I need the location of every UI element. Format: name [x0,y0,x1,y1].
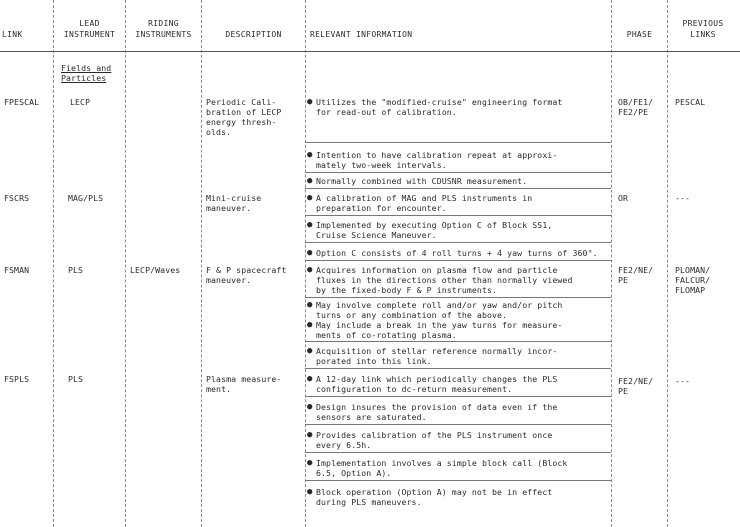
row-lead-instrument: LECP [70,97,91,107]
bullet-icon: ● [307,320,313,330]
info-separator [305,368,611,369]
column-divider [125,0,126,527]
row-previous-links: PLOMAN/ FALCUR/ FLOMAP [675,265,711,295]
header-previous-links: PREVIOUS LINKS [682,19,724,39]
header-phase: PHASE [626,30,653,39]
bullet-icon: ● [307,97,313,107]
info-separator [305,260,611,261]
row-link: FPESCAL [4,97,40,107]
section-heading: Fields and Particles [61,63,112,83]
bullet-icon: ● [307,300,313,310]
bullet-icon: ● [307,374,313,384]
row-lead-instrument: PLS [68,374,84,384]
header-lead-instrument: LEAD INSTRUMENT [63,19,116,39]
header-relevant-information: RELEVANT INFORMATION [310,30,413,39]
bullet-icon: ● [307,430,313,440]
row-description: F & P spacecraft maneuver. [206,265,287,285]
info-separator [305,172,611,173]
info-separator [305,188,611,189]
info-separator [305,424,611,425]
row-phase: OR [618,193,629,203]
row-description: Periodic Cali- bration of LECP energy thresh- olds. [206,97,282,137]
bullet-icon: ● [307,220,313,230]
info-separator [305,297,611,298]
bullet-icon: ● [307,193,313,203]
column-divider [305,0,306,527]
bullet-icon: ● [307,402,313,412]
row-previous-links: PESCAL [675,97,706,107]
column-divider [611,0,612,527]
row-previous-links: --- [675,193,691,203]
bullet-icon: ● [307,248,313,258]
bullet-icon: ● [307,487,313,497]
info-separator [305,396,611,397]
column-divider [667,0,668,527]
bullet-icon: ● [307,265,313,275]
info-separator [305,341,611,342]
column-divider [201,0,202,527]
info-separator [305,142,611,143]
row-riding-instruments: LECP/Waves [130,265,181,275]
row-link: FSCRS [4,193,30,203]
row-lead-instrument: PLS [68,265,84,275]
info-separator [305,452,611,453]
row-description: Plasma measure- ment. [206,374,282,394]
info-separator [305,242,611,243]
row-lead-instrument: MAG/PLS [68,193,104,203]
header-link: LINK [2,30,23,39]
row-previous-links: --- [675,376,691,386]
header-description: DESCRIPTION [225,30,282,39]
info-separator [305,480,611,481]
column-divider [53,0,54,527]
row-link: FSPLS [4,374,30,384]
header-riding-instruments: RIDING INSTRUMENTS [135,19,192,39]
row-phase: FE2/NE/ PE [618,265,654,285]
row-link: FSMAN [4,265,30,275]
bullet-icon: ● [307,150,313,160]
header-rule [0,51,740,52]
row-phase: FE2/NE/ PE [618,376,654,396]
bullet-icon: ● [307,176,313,186]
info-separator [305,215,611,216]
row-description: Mini-cruise maneuver. [206,193,262,213]
row-phase: OB/FE1/ FE2/PE [618,97,654,117]
bullet-icon: ● [307,458,313,468]
bullet-icon: ● [307,346,313,356]
